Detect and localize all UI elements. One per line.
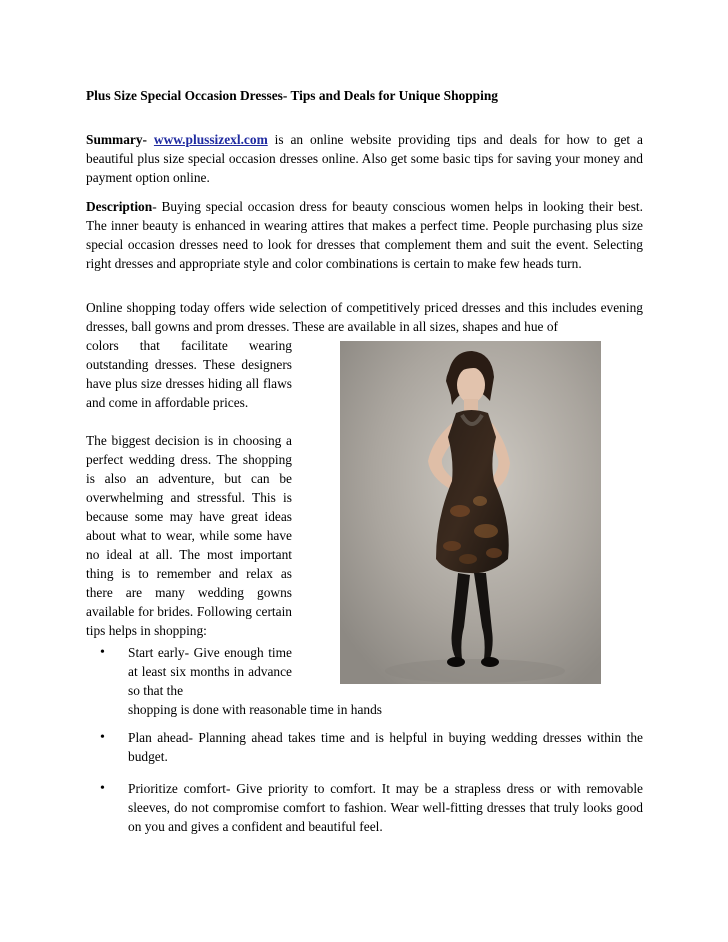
dress-photo xyxy=(340,341,601,684)
tip-start-early-narrow: Start early- Give enough time at least six months in advance so that the xyxy=(128,645,292,698)
document-title: Plus Size Special Occasion Dresses- Tips and Deals for Unique Shopping xyxy=(86,88,498,103)
tip-start-early-wide: shopping is done with reasonable time in hands xyxy=(128,702,383,717)
summary-label: Summary- xyxy=(86,132,147,147)
summary-text: is an online website providing tips and deals for how to get a beautiful plus size special occasion dresses online. Also get some basic tips for saving your money and payment option online. xyxy=(86,132,643,185)
model-illustration xyxy=(340,341,601,684)
tip-plan-ahead: Plan ahead- Planning ahead takes time and is helpful in buying wedding dresses within the budget. xyxy=(128,730,643,764)
tip-prioritize-comfort: Prioritize comfort- Give priority to comfort. It may be a strapless dress or with removable sleeves, do not compromise comfort to fashion. Wear well-fitting dresses that truly looks good on you and gives a confident and beautiful feel. xyxy=(128,781,643,834)
bullet-icon: • xyxy=(100,781,105,796)
description-label: Description xyxy=(86,199,153,214)
summary-paragraph xyxy=(86,130,643,187)
bullet-icon: • xyxy=(100,730,105,745)
bullet-icon: • xyxy=(100,645,105,660)
wedding-paragraph: The biggest decision is in choosing a perfect wedding dress. The shopping is also an adventure, but can be overwhelming and stressful. This is because some may have great ideas about what to wear, while some have no ideal at all. The most important thing is to remember and relax as there are many wedding gowns available for brides. Following certain tips helps in shopping: xyxy=(86,433,292,638)
description-text: - Buying special occasion dress for beauty conscious women helps in looking their best. The inner beauty is enhanced in wearing attires that makes a perfect time. People purchasing plus size special occasion dresses need to look for dresses that complement them and suit the event. Selecting right dresses and appropriate style and color combinations is certain to make few heads turn. xyxy=(86,199,643,271)
online-shopping-narrow-text: colors that facilitate wearing outstanding dresses. These designers have plus size dresses hiding all flaws and come in affordable prices. xyxy=(86,338,292,410)
website-link[interactable]: www.plussizexl.com xyxy=(153,132,268,147)
description-paragraph xyxy=(86,197,643,273)
online-shopping-full-lines: Online shopping today offers wide selection of competitively priced dresses and this includes evening dresses, ball gowns and prom dresses. These are available in all sizes, shapes and hue of xyxy=(86,300,643,334)
